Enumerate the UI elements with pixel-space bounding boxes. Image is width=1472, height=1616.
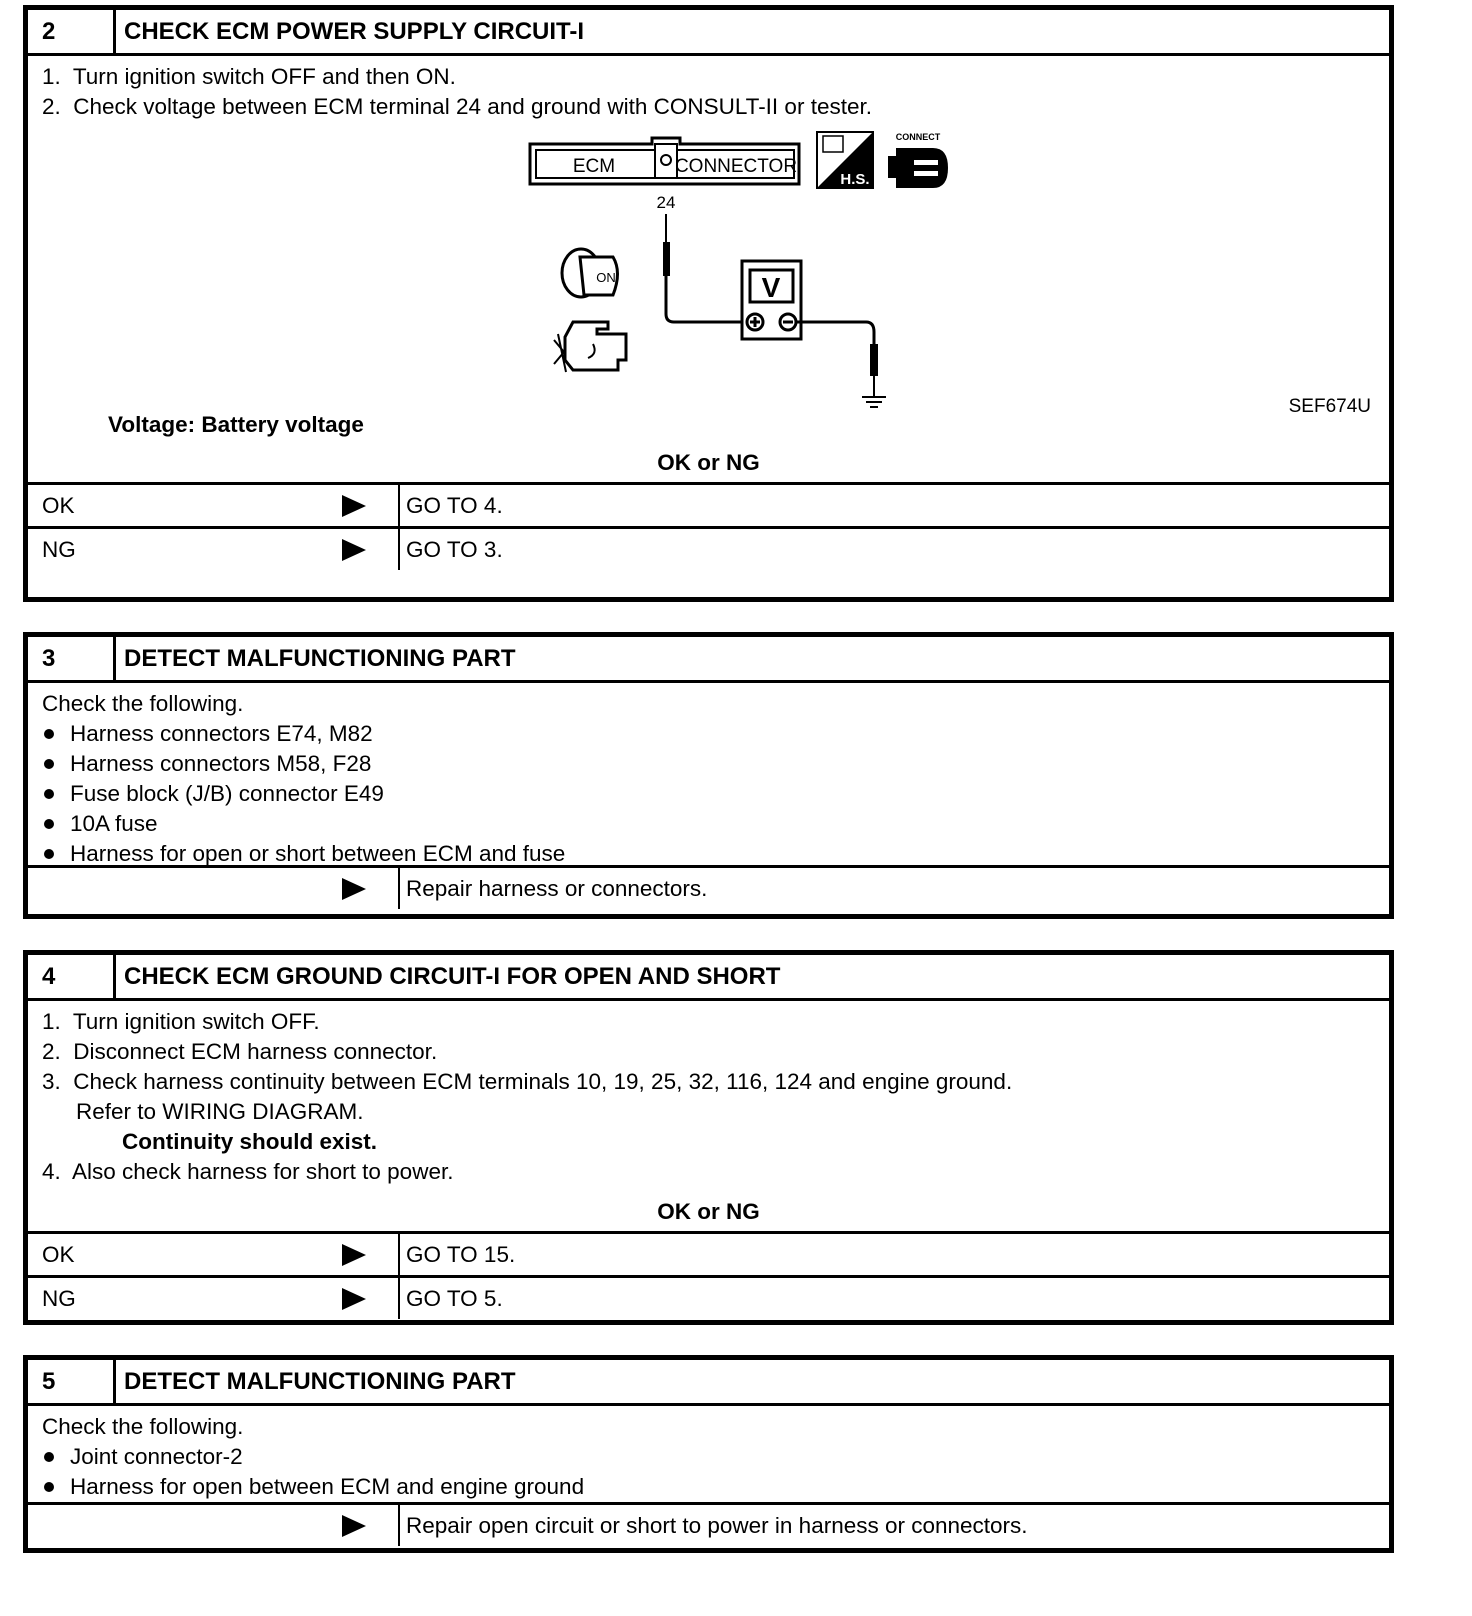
step-header	[28, 637, 1389, 683]
terminal-label: 24	[656, 193, 676, 212]
result-action: GO TO 5.	[406, 1286, 503, 1311]
result-row	[28, 865, 1389, 909]
ignition-key-on-icon	[562, 249, 618, 297]
intro-text: Check the following.	[42, 691, 244, 716]
connector-label: CONNECTOR	[674, 156, 798, 177]
ecm-label: ECM	[572, 156, 616, 177]
result-condition	[28, 1505, 400, 1546]
check-item: Fuse block (J/B) connector E49	[42, 779, 1375, 809]
hs-label: H.S.	[840, 171, 870, 188]
step-body	[28, 1406, 1389, 1502]
step-body	[28, 56, 1389, 440]
key-on-label: ON	[596, 270, 616, 285]
instruction: 2. Disconnect ECM harness connector.	[42, 1039, 438, 1064]
result-condition	[28, 1278, 400, 1319]
result-action: Repair harness or connectors.	[406, 876, 708, 901]
check-item: Harness connectors E74, M82	[42, 719, 1375, 749]
step-number: 5	[28, 1360, 116, 1403]
arrow-right-icon	[342, 1515, 366, 1537]
instruction: 4. Also check harness for short to power.	[42, 1159, 454, 1184]
step-2-box	[23, 5, 1394, 602]
instruction: 1. Turn ignition switch OFF and then ON.	[42, 64, 456, 89]
arrow-right-icon	[342, 539, 366, 561]
result-condition	[28, 529, 400, 570]
arrow-right-icon	[342, 1288, 366, 1310]
step-5-box	[23, 1355, 1394, 1553]
wiring-diagram	[42, 122, 1375, 422]
step-header	[28, 955, 1389, 1001]
negative-probe-lead	[796, 322, 878, 397]
decision-label: OK or NG	[657, 450, 760, 475]
result-condition	[28, 868, 400, 909]
positive-probe-lead	[663, 214, 746, 322]
check-item: 10A fuse	[42, 809, 1375, 839]
diagram-svg	[28, 122, 1368, 422]
check-item: Harness for open between ECM and engine ground	[42, 1472, 1375, 1502]
arrow-right-icon	[342, 878, 366, 900]
intro-text: Check the following.	[42, 1414, 244, 1439]
result-row	[28, 1231, 1389, 1275]
step-header	[28, 1360, 1389, 1406]
arrow-right-icon	[342, 1244, 366, 1266]
result-row	[28, 482, 1389, 526]
condition-label: OK	[42, 1242, 75, 1267]
check-item: Harness connectors M58, F28	[42, 749, 1375, 779]
result-action: GO TO 3.	[406, 537, 503, 562]
step-body	[28, 683, 1389, 865]
step-body	[28, 1001, 1389, 1187]
condition-label: OK	[42, 493, 75, 518]
connect-label: CONNECT	[895, 132, 941, 142]
result-action: Repair open circuit or short to power in harness or connectors.	[406, 1513, 1028, 1538]
ecm-connector-icon	[530, 138, 799, 184]
instruction: 3. Check harness continuity between ECM terminals 10, 19, 25, 32, 116, 124 and engine ground.	[42, 1069, 1013, 1094]
check-item: Joint connector-2	[42, 1442, 1375, 1472]
result-condition	[28, 485, 400, 526]
step-title: CHECK ECM POWER SUPPLY CIRCUIT-I	[124, 18, 585, 45]
engine-icon	[554, 322, 626, 372]
instruction: 1. Turn ignition switch OFF.	[42, 1009, 320, 1034]
step-4-box	[23, 950, 1394, 1325]
step-number: 4	[28, 955, 116, 998]
result-condition	[28, 1234, 400, 1275]
ground-icon	[862, 397, 886, 407]
meter-label: V	[761, 272, 781, 303]
decision-label: OK or NG	[657, 1199, 760, 1224]
check-item: Harness for open or short between ECM and fuse	[42, 839, 1375, 869]
result-row	[28, 1275, 1389, 1319]
condition-label: NG	[42, 537, 76, 562]
spec-value: Continuity should exist.	[122, 1129, 378, 1154]
condition-label: NG	[42, 1286, 76, 1311]
figure-id: SEF674U	[1288, 396, 1371, 417]
harness-side-icon	[817, 132, 873, 188]
step-3-box	[23, 632, 1394, 919]
result-row	[28, 1502, 1389, 1546]
step-number: 3	[28, 637, 116, 680]
step-number: 2	[28, 10, 116, 53]
step-title: CHECK ECM GROUND CIRCUIT-I FOR OPEN AND SHORT	[124, 963, 781, 990]
step-header	[28, 10, 1389, 56]
result-action: GO TO 4.	[406, 493, 503, 518]
spec-value: Voltage: Battery voltage	[108, 412, 364, 437]
result-action: GO TO 15.	[406, 1242, 516, 1267]
instruction: 2. Check voltage between ECM terminal 24 and ground with CONSULT-II or tester.	[42, 94, 872, 119]
step-title: DETECT MALFUNCTIONING PART	[124, 1368, 516, 1395]
voltmeter-icon	[742, 261, 801, 339]
result-row	[28, 526, 1389, 570]
step-title: DETECT MALFUNCTIONING PART	[124, 645, 516, 672]
sub-note: Refer to WIRING DIAGRAM.	[76, 1099, 364, 1124]
connect-icon	[888, 132, 948, 188]
arrow-right-icon	[342, 495, 366, 517]
